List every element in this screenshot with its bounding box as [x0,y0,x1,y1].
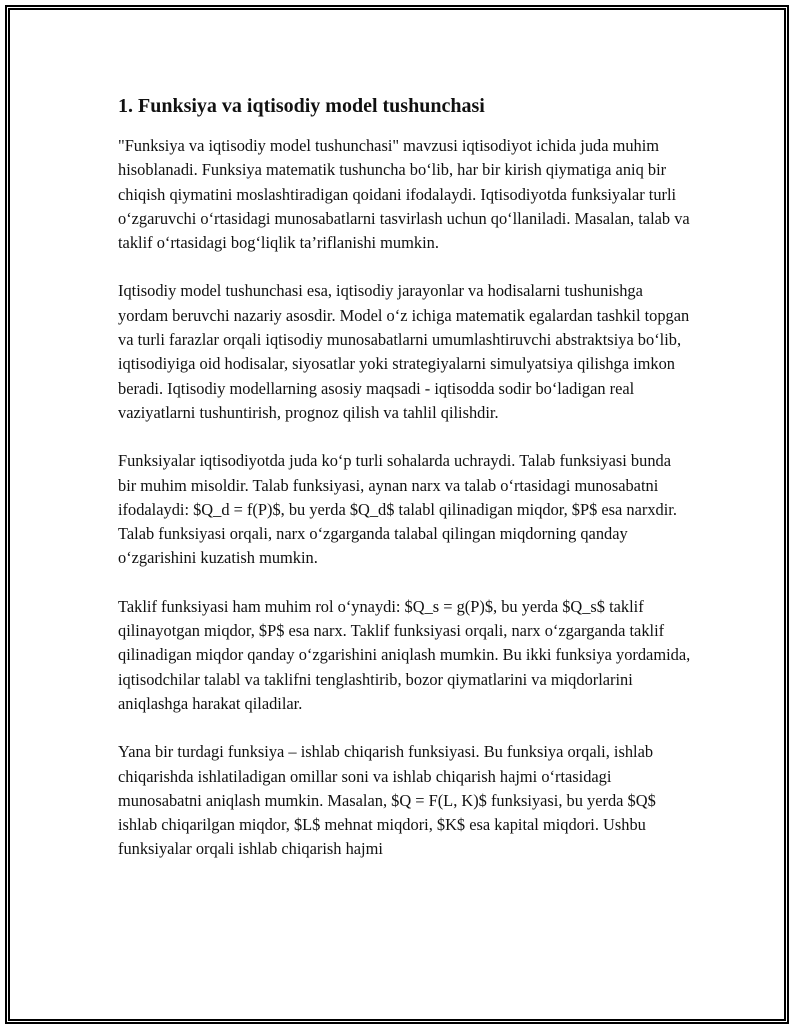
document-body [118,92,692,886]
paragraph-demand-function: Funksiyalar iqtisodiyotda juda ko‘p turli sohalarda uchraydi. Talab funksiyasi bunda bir muhim misoldir. Talab funksiyasi, aynan narx va talab o‘rtasidagi munosabatni ifodalaydi: $Q_d = f(P)$, bu yerda $Q_d$ talabl qilinadigan miqdor, $P$ esa narxdir. Talab funksiyasi orqali, narx o‘zgarganda talabal qilingan miqdorning qanday o‘zgarishini kuzatish mumkin. [118,451,677,568]
paragraph-production-function: Yana bir turdagi funksiya – ishlab chiqarish funksiyasi. Bu funksiya orqali, ishlab chiqarishda ishlatiladigan omillar soni va ishlab chiqarish hajmi o‘rtasidagi munosabatni aniqlash mumkin. Masalan, $Q = F(L, K)$ funksiyasi, bu yerda $Q$ ishlab chiqarilgan miqdor, $L$ mehnat miqdori, $K$ esa kapital miqdori. Ushbu funksiyalar orqali ishlab chiqarish hajmi [118,742,656,859]
section-heading: 1. Funksiya va iqtisodiy model tushunchasi [118,95,485,117]
paragraph-economic-model: Iqtisodiy model tushunchasi esa, iqtisodiy jarayonlar va hodisalarni tushunishga yordam beruvchi nazariy asosdir. Model o‘z ichiga matematik egalardan tashkil topgan va turli farazlar orqali iqtisodiy munosabatlarni umumlashtiruvchi abstraktsiya bo‘lib, iqtisodiyiga oid hodisalar, siyosatlar yoki strategiyalarni simulyatsiya qilishga imkon beradi. Iqtisodiy modellarning asosiy maqsadi - iqtisodda sodir bo‘ladigan real vaziyatlarni tushuntirish, prognoz qilish va tahlil qilishdir. [118,281,690,422]
paragraph-supply-function: Taklif funksiyasi ham muhim rol o‘ynaydi: $Q_s = g(P)$, bu yerda $Q_s$ taklif qilinayotgan miqdor, $P$ esa narx. Taklif funksiyasi orqali, narx o‘zgarganda taklif qilinadigan miqdor qanday o‘zgarishini aniqlash mumkin. Bu ikki funksiya yordamida, iqtisodchilar talabl va taklifni tenglashtirib, bozor qiymatlarini va miqdorlarini aniqlashga harakat qiladilar. [118,596,691,713]
paragraph-intro: "Funksiya va iqtisodiy model tushunchasi" mavzusi iqtisodiyot ichida juda muhim hisoblanadi. Funksiya matematik tushuncha bo‘lib, har bir kirish qiymatiga aniq bir chiqish qiymatini moslashtiradigan qoidani ifodalaydi. Iqtisodiyotda funksiyalar turli o‘zgaruvchi o‘rtasidagi munosabatlarni tasvirlash uchun qo‘llaniladi. Masalan, talab va taklif o‘rtasidagi bog‘liqlik ta’riflanishi mumkin. [118,136,690,253]
